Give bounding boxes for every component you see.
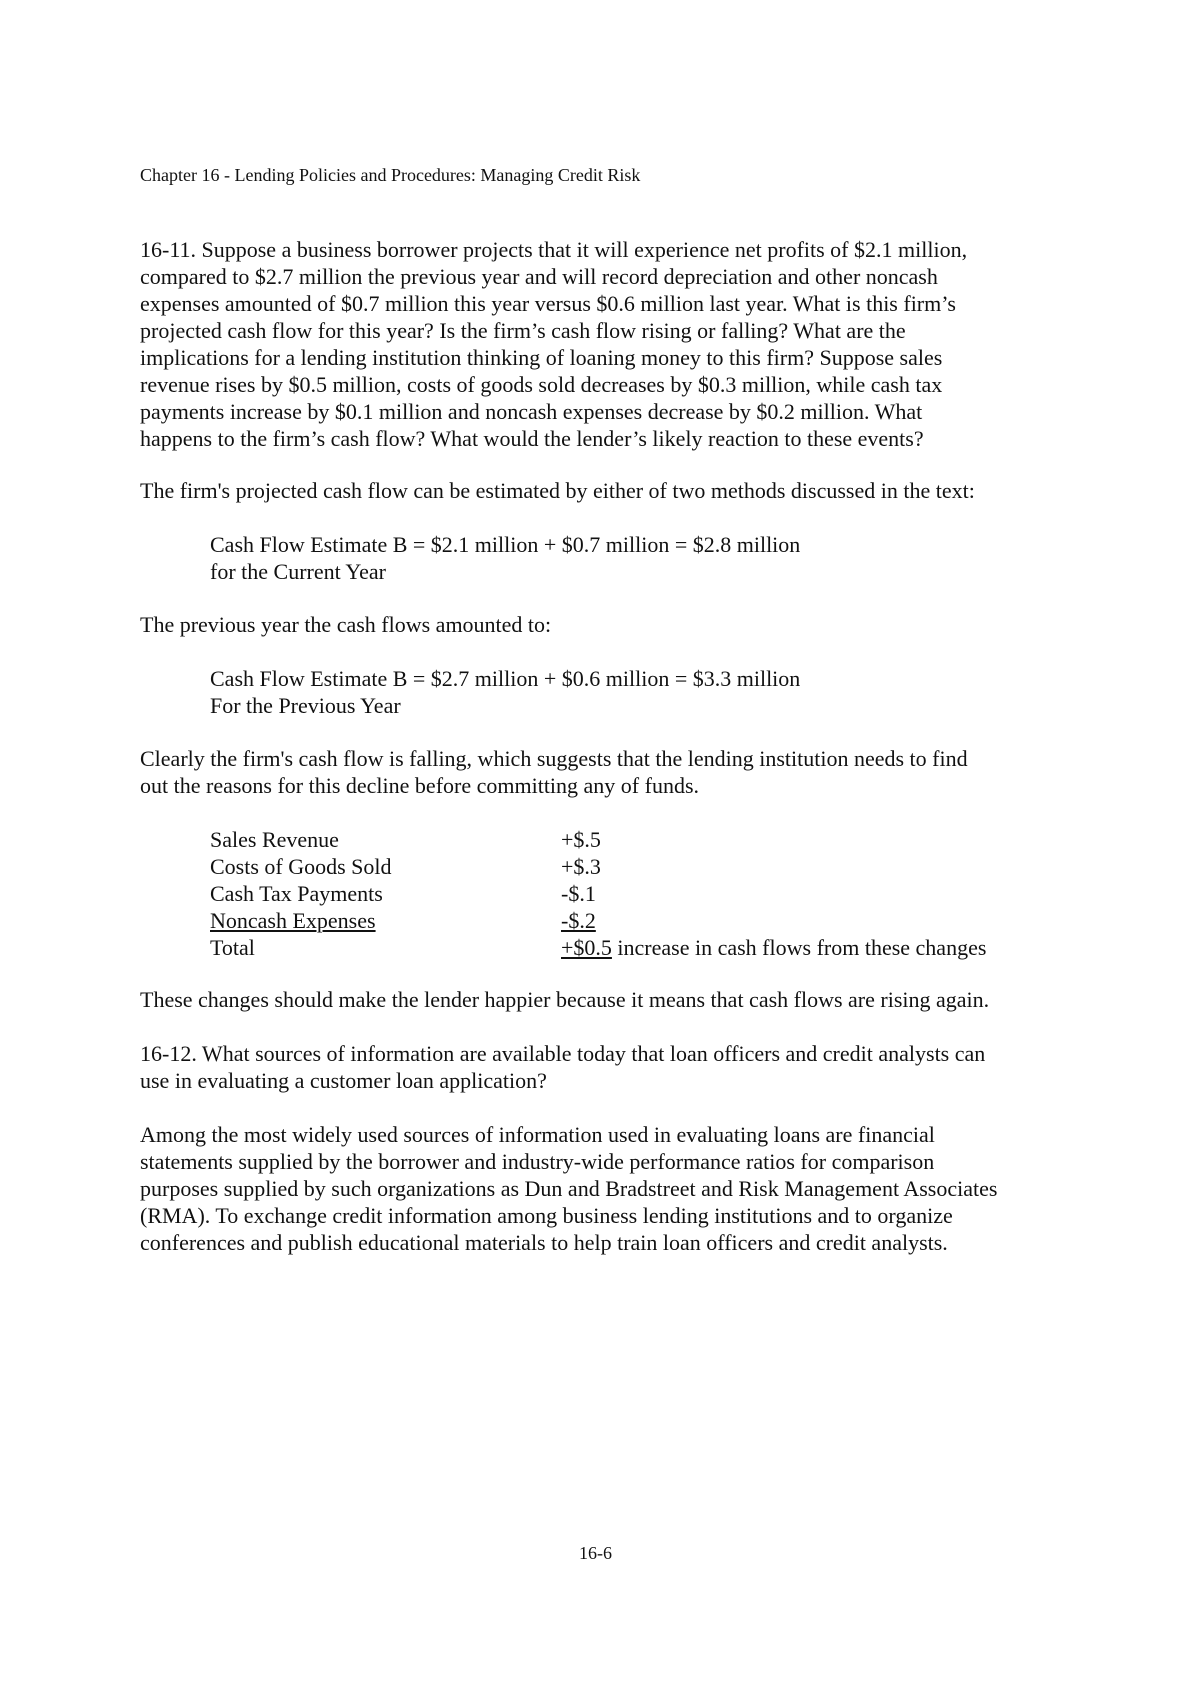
row-value: -$.2 bbox=[561, 908, 596, 933]
question-line: projected cash flow for this year? Is the firm’s cash flow rising or falling? What are the bbox=[140, 318, 906, 343]
previous-estimate-formula: Cash Flow Estimate B = $2.7 million + $0.6 million = $3.3 million bbox=[210, 666, 801, 691]
total-value-cell bbox=[561, 934, 986, 961]
chapter-header: Chapter 16 - Lending Policies and Procedures: Managing Credit Risk bbox=[140, 165, 641, 185]
conclusion-line: Clearly the firm's cash flow is falling, which suggests that the lending institution needs to find bbox=[140, 746, 968, 771]
row-label: Noncash Expenses bbox=[210, 908, 376, 933]
question-16-11 bbox=[140, 236, 1060, 452]
question-line: implications for a lending institution thinking of loaning money to this firm? Suppose sales bbox=[140, 345, 943, 370]
row-label: Sales Revenue bbox=[210, 827, 339, 852]
answer-line: conferences and publish educational materials to help train loan officers and credit analysts. bbox=[140, 1230, 948, 1255]
previous-intro-text: The previous year the cash flows amounted to: bbox=[140, 612, 552, 637]
question-line: use in evaluating a customer loan application? bbox=[140, 1068, 547, 1093]
question-line: revenue rises by $0.5 million, costs of goods sold decreases by $0.3 million, while cash tax bbox=[140, 372, 943, 397]
answer-16-12 bbox=[140, 1121, 1060, 1256]
current-estimate-label: for the Current Year bbox=[210, 559, 386, 584]
answer-line: (RMA). To exchange credit information among business lending institutions and to organize bbox=[140, 1203, 953, 1228]
answer-line: purposes supplied by such organizations as Dun and Bradstreet and Risk Management Associates bbox=[140, 1176, 998, 1201]
closing-paragraph bbox=[140, 986, 1060, 1013]
conclusion-line: out the reasons for this decline before committing any of funds. bbox=[140, 773, 700, 798]
row-value: +$.3 bbox=[561, 854, 601, 879]
previous-year-estimate bbox=[210, 665, 800, 719]
row-value: -$.1 bbox=[561, 881, 596, 906]
current-estimate-formula: Cash Flow Estimate B = $2.1 million + $0.7 million = $2.8 million bbox=[210, 532, 801, 557]
question-line: expenses amounted of $0.7 million this year versus $0.6 million last year. What is this firm’s bbox=[140, 291, 956, 316]
current-year-estimate bbox=[210, 531, 800, 585]
answer-line: statements supplied by the borrower and industry-wide performance ratios for comparison bbox=[140, 1149, 935, 1174]
total-value: +$0.5 bbox=[561, 935, 612, 960]
question-line: compared to $2.7 million the previous year and will record depreciation and other noncash bbox=[140, 264, 938, 289]
row-label: Costs of Goods Sold bbox=[210, 854, 392, 879]
question-line: 16-11. Suppose a business borrower projects that it will experience net profits of $2.1 million, bbox=[140, 237, 968, 262]
answer-line: Among the most widely used sources of information used in evaluating loans are financial bbox=[140, 1122, 935, 1147]
previous-year-intro bbox=[140, 611, 1060, 638]
previous-estimate-label: For the Previous Year bbox=[210, 693, 401, 718]
answer-intro bbox=[140, 477, 1060, 504]
question-line: happens to the firm’s cash flow? What would the lender’s likely reaction to these events? bbox=[140, 426, 924, 451]
row-label: Cash Tax Payments bbox=[210, 881, 383, 906]
total-note: increase in cash flows from these changes bbox=[611, 935, 987, 960]
question-16-12 bbox=[140, 1040, 1060, 1094]
question-line: payments increase by $0.1 million and noncash expenses decrease by $0.2 million. What bbox=[140, 399, 923, 424]
closing-text: These changes should make the lender happier because it means that cash flows are rising again. bbox=[140, 987, 990, 1012]
conclusion-paragraph bbox=[140, 745, 1060, 799]
page-number: 16-6 bbox=[579, 1543, 612, 1563]
question-line: 16-12. What sources of information are available today that loan officers and credit analysts can bbox=[140, 1041, 986, 1066]
row-value: +$.5 bbox=[561, 827, 601, 852]
answer-intro-text: The firm's projected cash flow can be estimated by either of two methods discussed in the text: bbox=[140, 478, 975, 503]
row-label: Total bbox=[210, 935, 255, 960]
